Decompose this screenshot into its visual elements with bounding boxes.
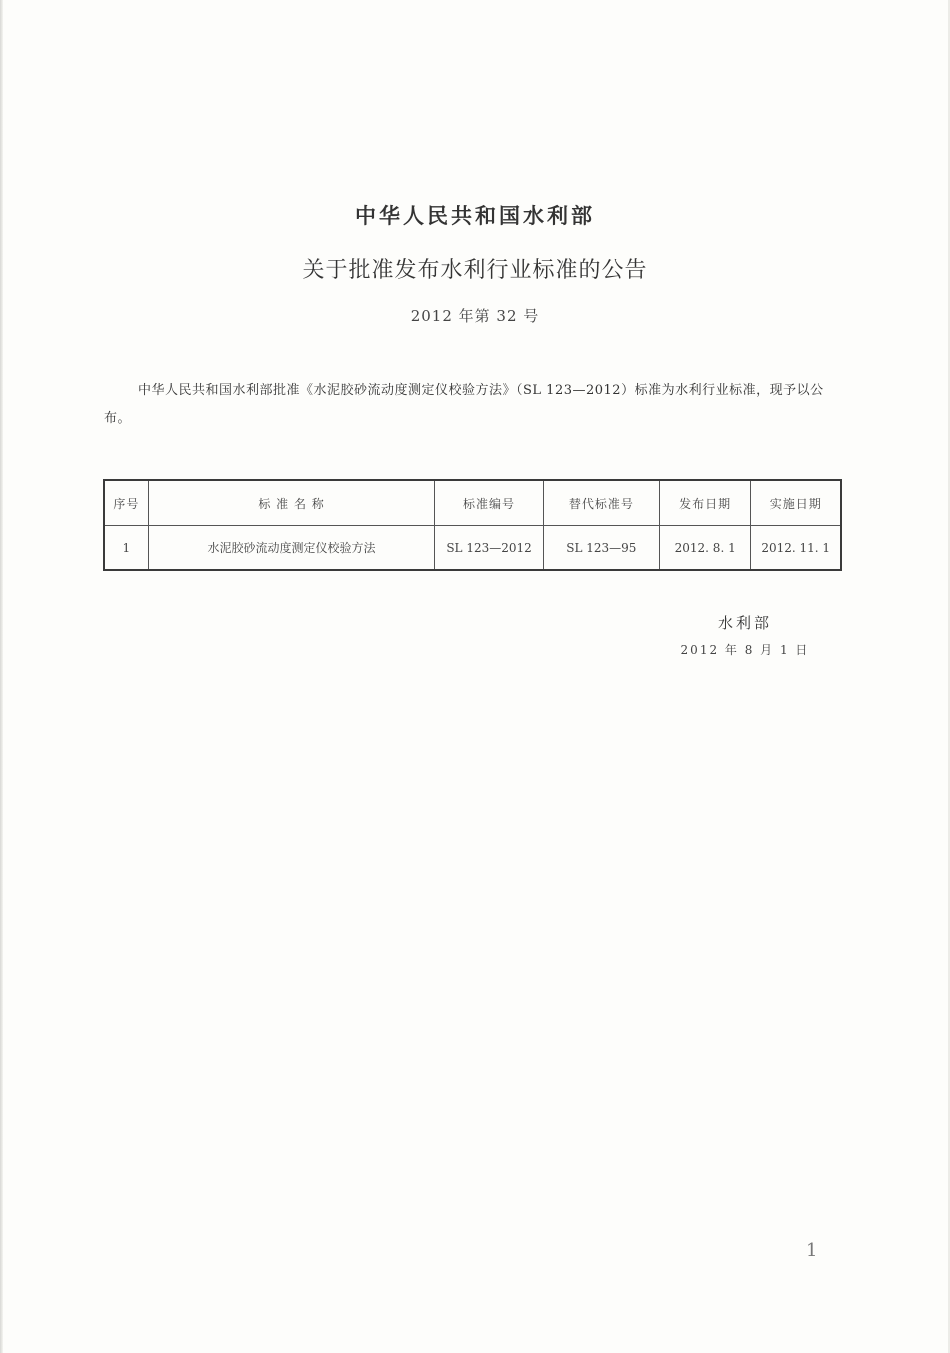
header-name: 标 准 名 称 bbox=[148, 480, 435, 526]
ministry-title: 中华人民共和国水利部 bbox=[355, 203, 595, 228]
announcement-number: 2012 年第 32 号 bbox=[410, 307, 540, 325]
signature-date: 2012 年 8 月 1 日 bbox=[680, 643, 810, 657]
header-replace: 替代标准号 bbox=[543, 480, 659, 526]
cell-replace: SL 123—95 bbox=[543, 526, 659, 571]
cell-name: 水泥胶砂流动度测定仪校验方法 bbox=[148, 526, 435, 571]
cell-issue-date: 2012. 8. 1 bbox=[659, 526, 751, 571]
announcement-title: 关于批准发布水利行业标准的公告 bbox=[302, 258, 648, 283]
header-impl-date: 实施日期 bbox=[751, 480, 841, 526]
cell-code: SL 123—2012 bbox=[435, 526, 543, 571]
header-code: 标准编号 bbox=[435, 480, 543, 526]
table-row bbox=[104, 526, 841, 571]
header-issue-date: 发布日期 bbox=[659, 480, 751, 526]
cell-seq: 1 bbox=[104, 526, 148, 571]
standards-table bbox=[103, 479, 842, 571]
table-header-row bbox=[104, 480, 841, 526]
announcement-body: 中华人民共和国水利部批准《水泥胶砂流动度测定仪校验方法》（SL 123—2012）标准为水利行业标准，现予以公布。 bbox=[104, 383, 824, 426]
cell-impl-date: 2012. 11. 1 bbox=[751, 526, 841, 571]
issuer-signature: 水利部 bbox=[717, 614, 772, 632]
header-seq: 序号 bbox=[104, 480, 148, 526]
page-number: 1 bbox=[806, 1240, 818, 1261]
